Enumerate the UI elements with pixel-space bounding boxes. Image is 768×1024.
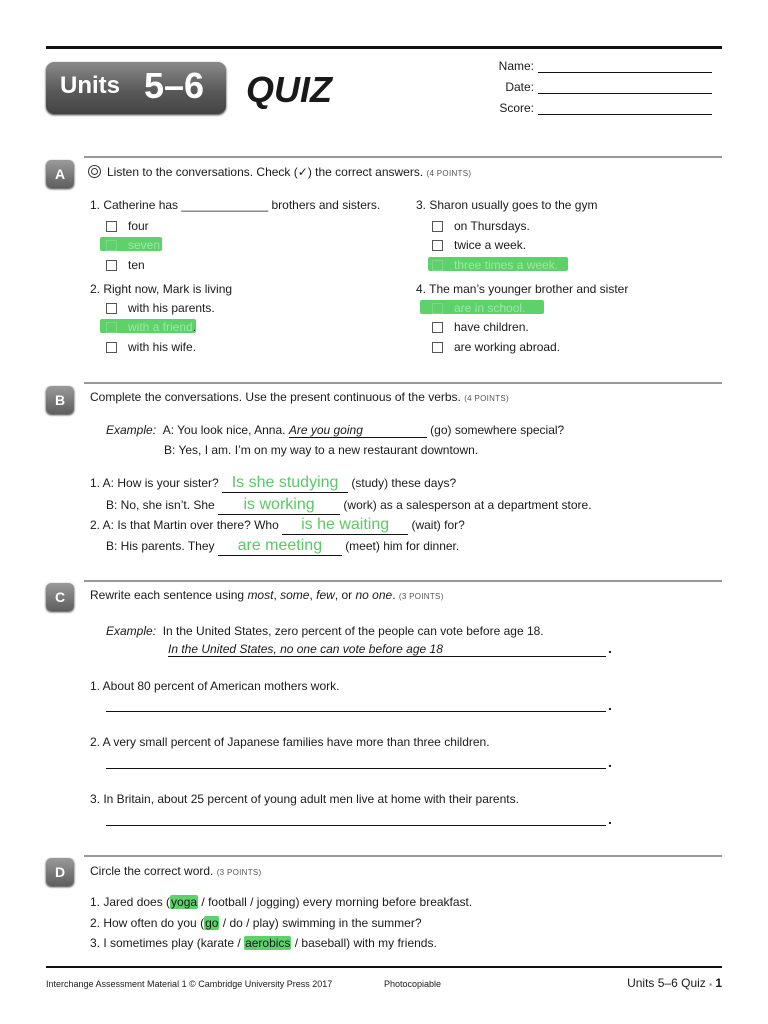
checkbox[interactable]	[106, 322, 117, 333]
footer-page	[627, 976, 722, 990]
question-d2: 2. How often do you (go / do / play) swimming in the summer?	[90, 916, 422, 930]
period-mark: .	[608, 754, 612, 770]
question-b1a: 1. A: How is your sister? Is she studying (study) these days?	[90, 474, 457, 491]
question-c3: 3. In Britain, about 25 percent of young adult men live at home with their parents.	[90, 792, 519, 806]
section-c-instruction: Rewrite each sentence using most, some, few, or no one. (3 POINTS)	[90, 588, 444, 602]
section-b-badge: B	[46, 386, 74, 414]
period-mark: .	[608, 811, 612, 827]
footer-rule	[46, 966, 722, 968]
checkbox[interactable]	[106, 342, 117, 353]
section-d-instruction-row	[90, 864, 262, 878]
section-b-instruction-row	[90, 390, 509, 404]
footer-page-label: Units 5–6 Quiz	[627, 976, 706, 990]
units-number: 5–6	[144, 65, 205, 106]
checkbox[interactable]	[432, 221, 443, 232]
score-label: Score:	[499, 101, 534, 115]
checkbox[interactable]	[106, 221, 117, 232]
answer-b2a[interactable]: is he waiting	[301, 516, 390, 533]
audio-icon[interactable]	[88, 165, 101, 178]
question-a2: 2. Right now, Mark is living	[90, 282, 233, 296]
name-field[interactable]	[538, 71, 712, 73]
answer-line-c3[interactable]	[106, 825, 606, 826]
checkbox[interactable]	[432, 240, 443, 251]
footer-page-number: 1	[715, 976, 722, 990]
question-d1: 1. Jared does (yoga / football / jogging) every morning before breakfast.	[90, 895, 473, 909]
answer-line-c2[interactable]	[106, 768, 606, 769]
section-d-badge: D	[46, 858, 74, 886]
checkbox[interactable]	[106, 260, 117, 271]
question-a3: 3. Sharon usually goes to the gym	[416, 198, 598, 212]
section-a-points: (4 POINTS)	[426, 169, 472, 178]
example-b-line-b: B: Yes, I am. I’m on my way to a new restaurant downtown.	[164, 443, 479, 457]
answer-b1a[interactable]: Is she studying	[231, 474, 339, 491]
checkbox[interactable]	[432, 260, 443, 271]
score-field[interactable]	[538, 113, 712, 115]
selected-word-d2[interactable]: go	[205, 916, 219, 930]
answer-b1b[interactable]: is working	[243, 496, 315, 513]
section-a-instruction: Listen to the conversations. Check (✓) the correct answers.	[107, 165, 424, 179]
section-d-points: (3 POINTS)	[216, 868, 262, 877]
example-c-answer: In the United States, no one can vote before age 18	[168, 642, 606, 657]
section-b-rule	[84, 382, 722, 384]
section-a-badge: A	[46, 160, 74, 188]
answer-b2b[interactable]: are meeting	[237, 537, 323, 554]
selected-word-d3[interactable]: aerobics	[245, 936, 291, 950]
quiz-title: QUIZ	[246, 69, 332, 110]
checkbox[interactable]	[106, 303, 117, 314]
checkbox[interactable]	[106, 240, 117, 251]
section-a-instruction-row	[88, 165, 471, 179]
footer-copyright: Interchange Assessment Material 1 © Cambridge University Press 2017	[46, 979, 333, 989]
section-b-points: (4 POINTS)	[464, 394, 509, 403]
checkbox[interactable]	[432, 303, 443, 314]
question-b2a: 2. A: Is that Martin over there? Who is he waiting (wait) for?	[90, 516, 465, 533]
question-c2: 2. A very small percent of Japanese families have more than three children.	[90, 735, 490, 749]
answer-line-c1[interactable]	[106, 711, 606, 712]
checkbox[interactable]	[432, 342, 443, 353]
footer-separator: ▪	[709, 980, 712, 989]
question-a4: 4. The man’s younger brother and sister	[416, 282, 629, 296]
section-b-instruction: Complete the conversations. Use the present continuous of the verbs.	[90, 390, 461, 404]
section-d-rule	[84, 855, 722, 857]
question-a1: 1. Catherine has _____________ brothers and sisters.	[90, 198, 381, 212]
section-c-badge: C	[46, 583, 74, 611]
selected-word-d1[interactable]: yoga	[171, 895, 198, 909]
question-b1b: B: No, she isn’t. She is working (work) as a salesperson at a department store.	[106, 496, 592, 513]
question-d3: 3. I sometimes play (karate / aerobics / baseball) with my friends.	[90, 936, 437, 950]
footer-photocopiable: Photocopiable	[384, 979, 442, 989]
example-b-answer: Are you going	[288, 423, 363, 437]
period-mark: .	[608, 640, 612, 656]
date-field[interactable]	[538, 92, 712, 94]
section-c-points: (3 POINTS)	[398, 592, 444, 601]
section-c-rule	[84, 580, 722, 582]
question-b2b: B: His parents. They are meeting (meet) him for dinner.	[106, 537, 460, 554]
section-d-instruction: Circle the correct word.	[90, 864, 214, 878]
date-label: Date:	[505, 80, 534, 94]
units-word: Units	[60, 72, 120, 99]
example-b-line-a: Example: A: You look nice, Anna. Are you going (go) somewhere special?	[106, 423, 565, 437]
section-a-rule	[84, 156, 722, 158]
period-mark: .	[608, 697, 612, 713]
example-c-text: Example: In the United States, zero percent of the people can vote before age 18.	[106, 624, 544, 638]
checkbox[interactable]	[432, 322, 443, 333]
name-label: Name:	[498, 59, 534, 73]
question-c1: 1. About 80 percent of American mothers work.	[90, 679, 340, 693]
top-rule	[46, 46, 722, 49]
units-badge	[46, 62, 226, 114]
